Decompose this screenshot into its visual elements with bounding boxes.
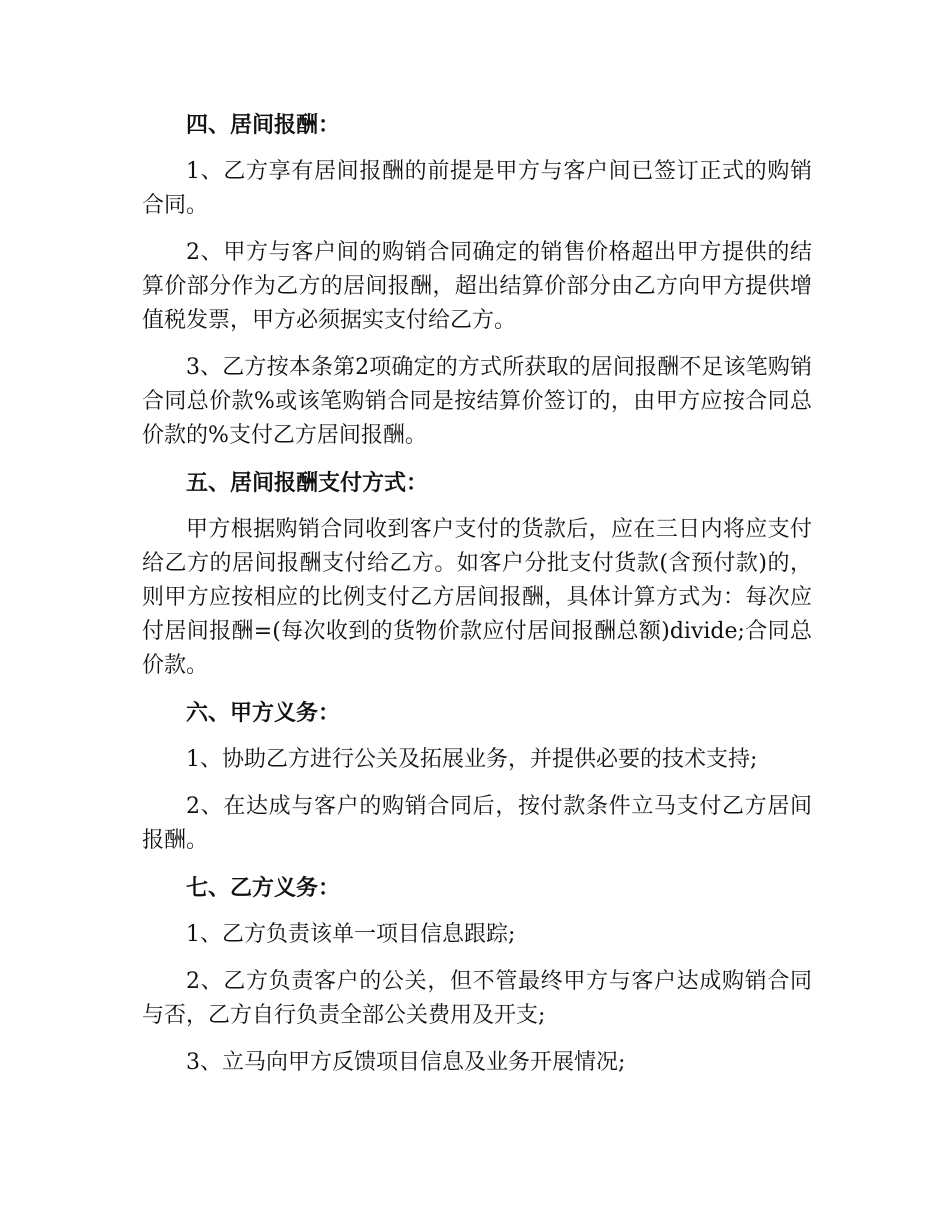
section-heading-7: 七、乙方义务： (186, 875, 341, 901)
section-6-paragraph-2: 2、在达成与客户的购销合同后，按付款条件立马支付乙方居间报酬。 (142, 794, 812, 853)
section-4-paragraph-3: 3、乙方按本条第2项确定的方式所获取的居间报酬不足该笔购销合同总价款%或该笔购销合同是按结算价签订的，由甲方应按合同总价款的%支付乙方居间报酬。 (142, 355, 812, 448)
section-4-paragraph-1: 1、乙方享有居间报酬的前提是甲方与客户间已签订正式的购销合同。 (142, 159, 812, 218)
section-7-paragraph-3: 3、立马向甲方反馈项目信息及业务开展情况; (186, 1050, 626, 1075)
document-body (142, 108, 812, 1093)
section-5-paragraph-1: 甲方根据购销合同收到客户支付的货款后，应在三日内将应支付给乙方的居间报酬支付给乙方。如客户分批支付货款(含预付款)的，则甲方应按相应的比例支付乙方居间报酬，具体计算方式为：每次应付居间报酬=(每次收到的货物价款应付居间报酬总额)divide;合同总价款。 (142, 517, 812, 678)
section-heading-6: 六、甲方义务： (186, 700, 341, 726)
section-heading-4: 四、居间报酬： (186, 112, 341, 138)
section-heading-5: 五、居间报酬支付方式： (186, 470, 429, 496)
section-4-paragraph-2: 2、甲方与客户间的购销合同确定的销售价格超出甲方提供的结算价部分作为乙方的居间报酬，超出结算价部分由乙方向甲方提供增值税发票，甲方必须据实支付给乙方。 (142, 240, 812, 333)
section-6-paragraph-1: 1、协助乙方进行公关及拓展业务，并提供必要的技术支持; (186, 747, 758, 772)
section-7-paragraph-2: 2、乙方负责客户的公关，但不管最终甲方与客户达成购销合同与否，乙方自行负责全部公关费用及开支; (142, 969, 812, 1028)
section-7-paragraph-1: 1、乙方负责该单一项目信息跟踪; (186, 922, 516, 947)
